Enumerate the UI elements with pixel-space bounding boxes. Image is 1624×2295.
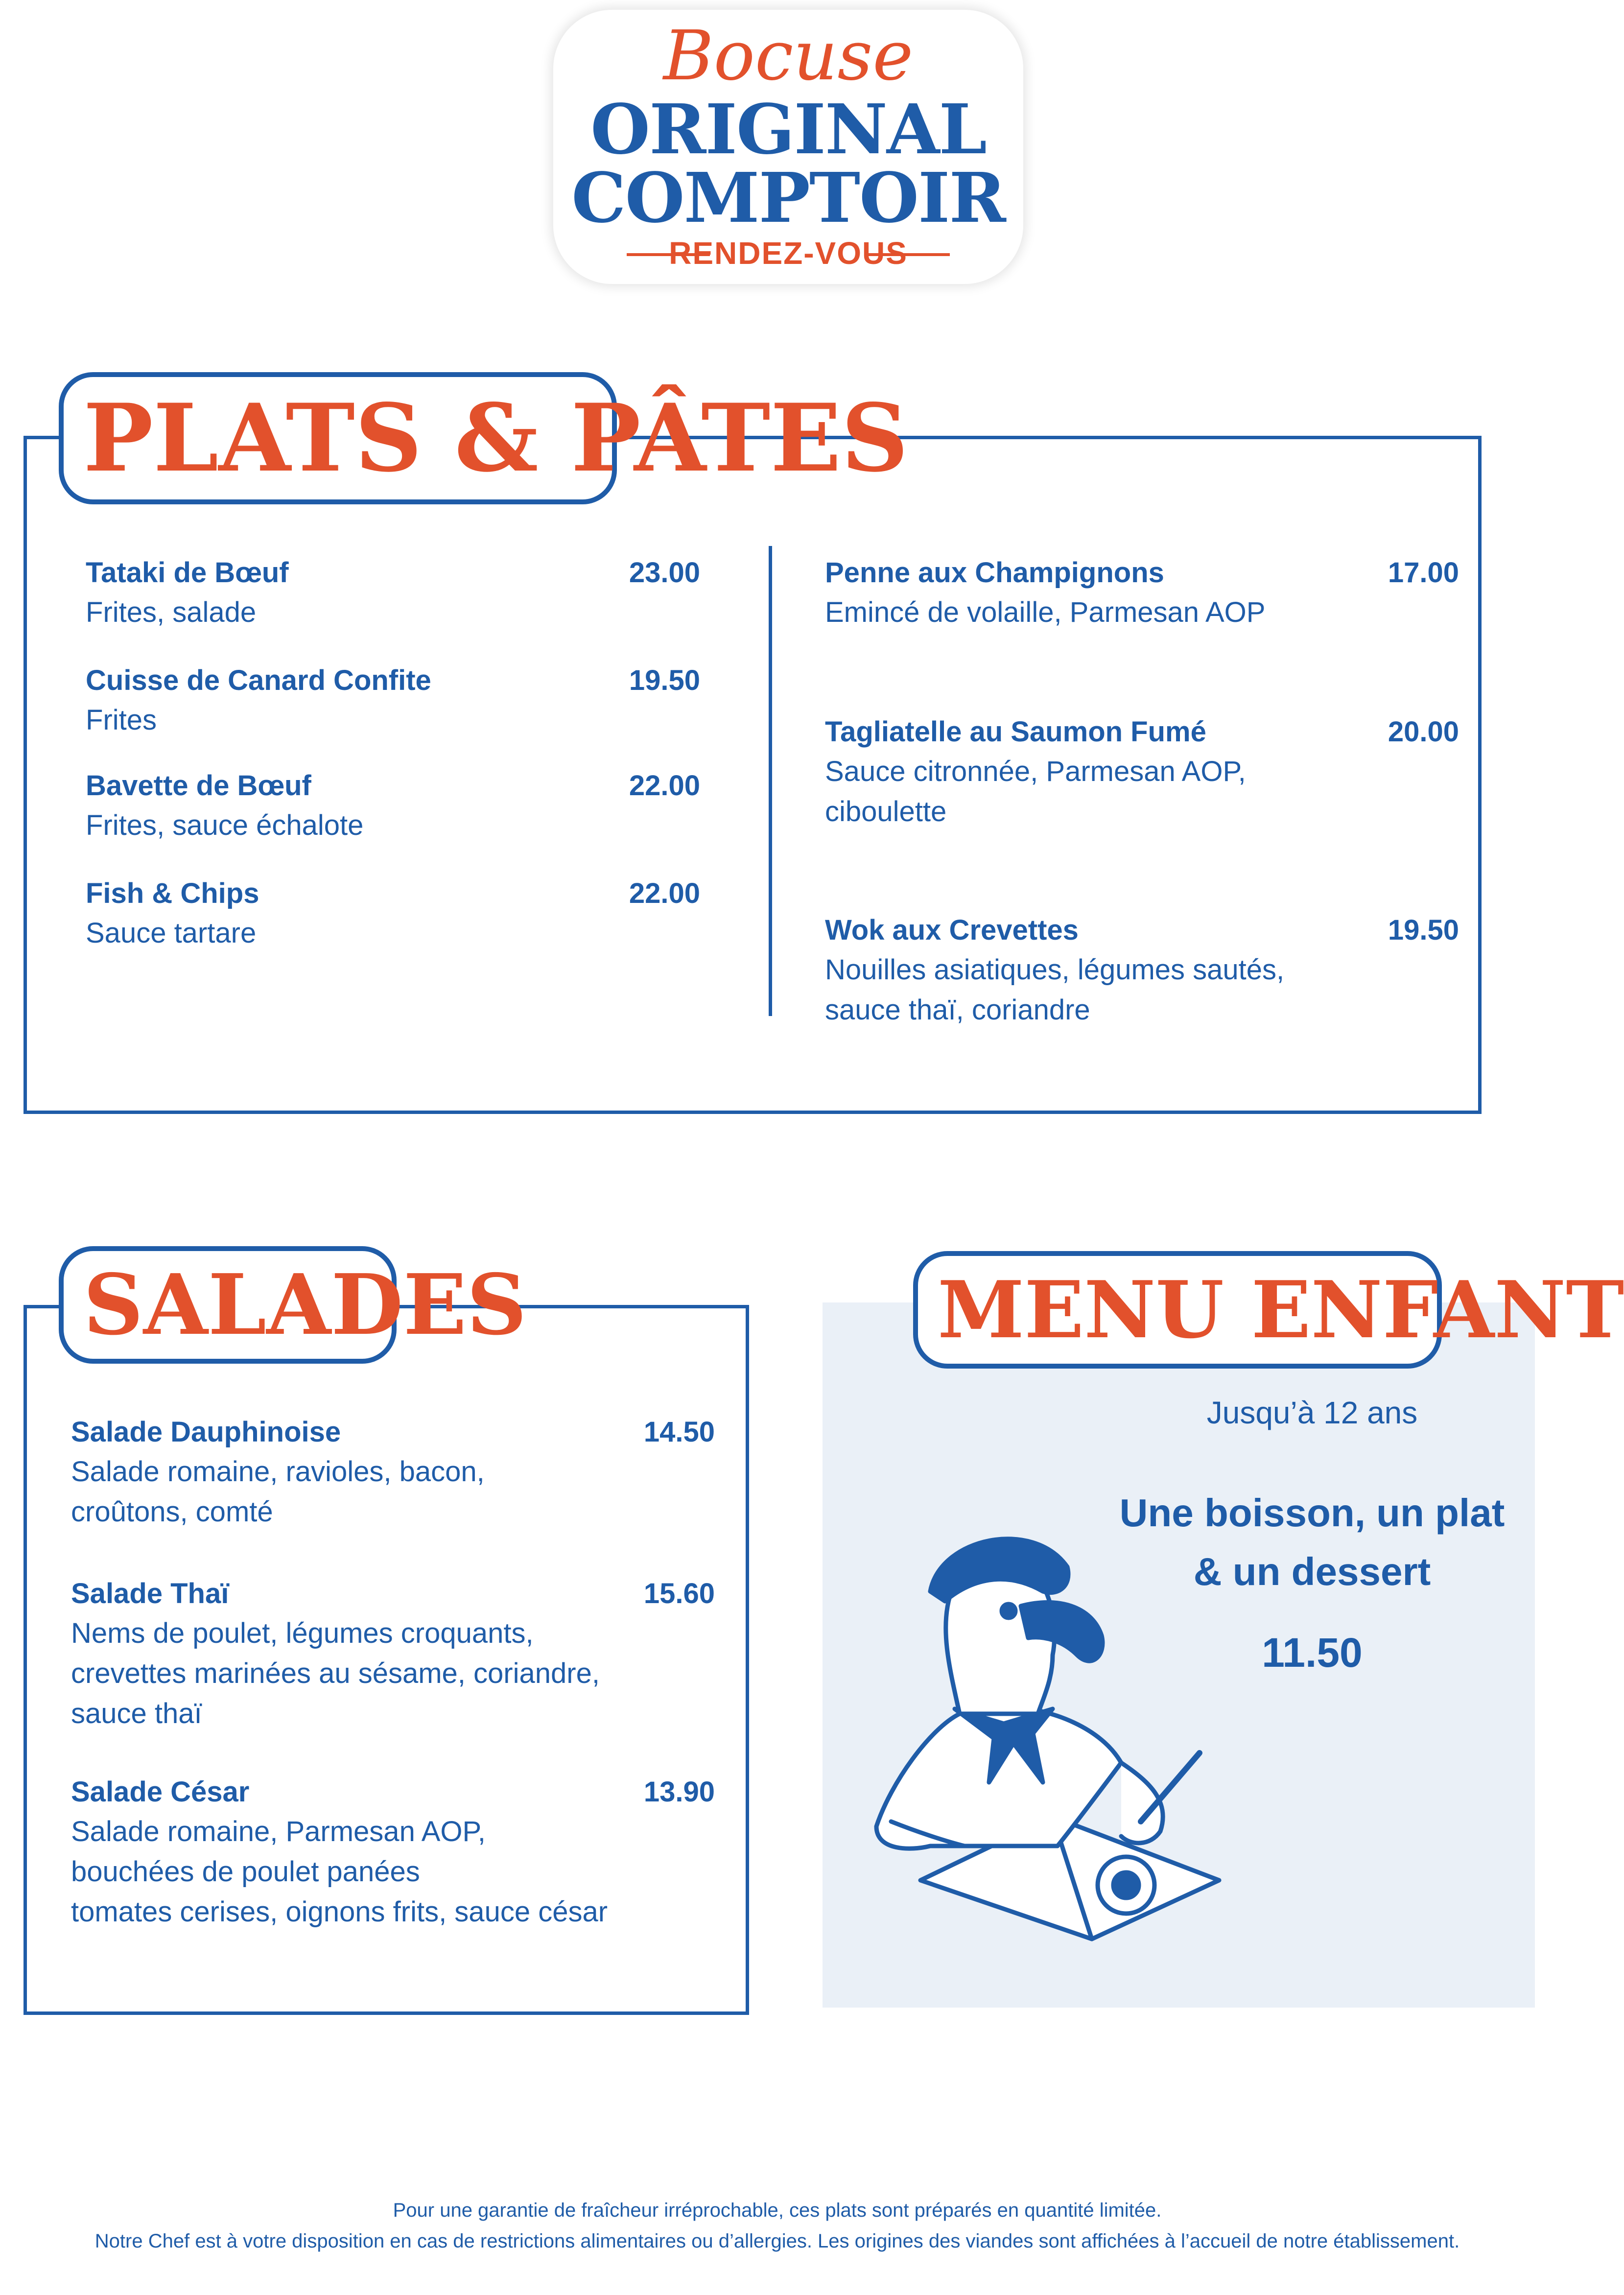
menu-item-description: Emincé de volaille, Parmesan AOP — [825, 596, 1266, 628]
menu-item-description: Frites, salade — [86, 596, 257, 628]
menu-item-description: Nouilles asiatiques, légumes sautés, — [825, 954, 1285, 986]
menu-item-description: Salade romaine, Parmesan AOP, — [71, 1816, 486, 1847]
menu-item-price: 19.50 — [629, 664, 700, 696]
menu-item-price: 14.50 — [643, 1416, 715, 1448]
logo-script-text: Bocuse — [663, 16, 914, 96]
rooster-drawing-illustration — [847, 1508, 1248, 1939]
menu-item-description: Frites — [86, 704, 157, 736]
menu-item-name: Salade Thaï — [71, 1578, 229, 1609]
menu-item-name: Penne aux Champignons — [825, 557, 1164, 589]
menu-enfant-offer-line1: Une boisson, un plat — [1119, 1491, 1505, 1535]
menu-item-name: Cuisse de Canard Confite — [86, 664, 431, 696]
menu-item-name: Bavette de Bœuf — [86, 770, 311, 802]
menu-item-description: Sauce tartare — [86, 917, 257, 949]
menu-enfant-price: 11.50 — [1262, 1630, 1363, 1676]
salades-title: SALADES — [59, 1246, 397, 1364]
menu-item-description: Frites, sauce échalote — [86, 809, 364, 841]
menu-item-description: sauce thaï — [71, 1698, 202, 1729]
menu-item-description: bouchées de poulet panées — [71, 1856, 420, 1888]
menu-item-description: Sauce citronnée, Parmesan AOP, — [825, 756, 1246, 787]
menu-item-name: Salade César — [71, 1776, 250, 1808]
menu-enfant-offer-line2: & un dessert — [1193, 1550, 1431, 1593]
menu-item-price: 15.60 — [643, 1578, 715, 1609]
menu-item-description: Nems de poulet, légumes croquants, — [71, 1617, 534, 1649]
logo-line-1: ORIGINAL — [590, 90, 986, 170]
menu-item-price: 22.00 — [629, 770, 700, 802]
menu-item-price: 23.00 — [629, 557, 700, 589]
menu-item-description: crevettes marinées au sésame, coriandre, — [71, 1657, 600, 1689]
menu-item-name: Wok aux Crevettes — [825, 914, 1079, 946]
footer-line-2: Notre Chef est à votre disposition en cas de restrictions alimentaires ou d’allergies. Les origines des viandes sont affichées à l’accueil de notre établissement. — [94, 2230, 1460, 2252]
menu-item-name: Fish & Chips — [86, 877, 259, 909]
menu-item-description: Salade romaine, ravioles, bacon, — [71, 1456, 485, 1488]
menu-item-description: sauce thaï, coriandre — [825, 994, 1090, 1026]
menu-item-description: croûtons, comté — [71, 1496, 273, 1528]
menu-item-price: 17.00 — [1388, 557, 1459, 589]
brand-logo — [553, 10, 1023, 284]
menu-enfant-age: Jusqu’à 12 ans — [1206, 1395, 1418, 1430]
logo-line-2: COMPTOIR — [571, 158, 1005, 238]
footer-line-1: Pour une garantie de fraîcheur irréprochable, ces plats sont préparés en quantité limitée. — [393, 2200, 1162, 2221]
menu-item-description: ciboulette — [825, 796, 947, 828]
menu-item-price: 22.00 — [629, 877, 700, 909]
logo-tagline: RENDEZ-VOUS — [669, 236, 908, 271]
menu-enfant-title: MENU ENFANT — [913, 1251, 1442, 1369]
menu-item-price: 19.50 — [1388, 914, 1459, 946]
menu-item-price: 20.00 — [1388, 716, 1459, 748]
menu-item-description: tomates cerises, oignons frits, sauce césar — [71, 1896, 608, 1928]
menu-item-price: 13.90 — [643, 1776, 715, 1808]
plats-column-divider — [769, 546, 772, 1016]
menu-item-name: Salade Dauphinoise — [71, 1416, 341, 1448]
plats-title: PLATS & PÂTES — [59, 372, 617, 504]
menu-item-name: Tataki de Bœuf — [86, 557, 289, 589]
menu-item-name: Tagliatelle au Saumon Fumé — [825, 716, 1206, 748]
